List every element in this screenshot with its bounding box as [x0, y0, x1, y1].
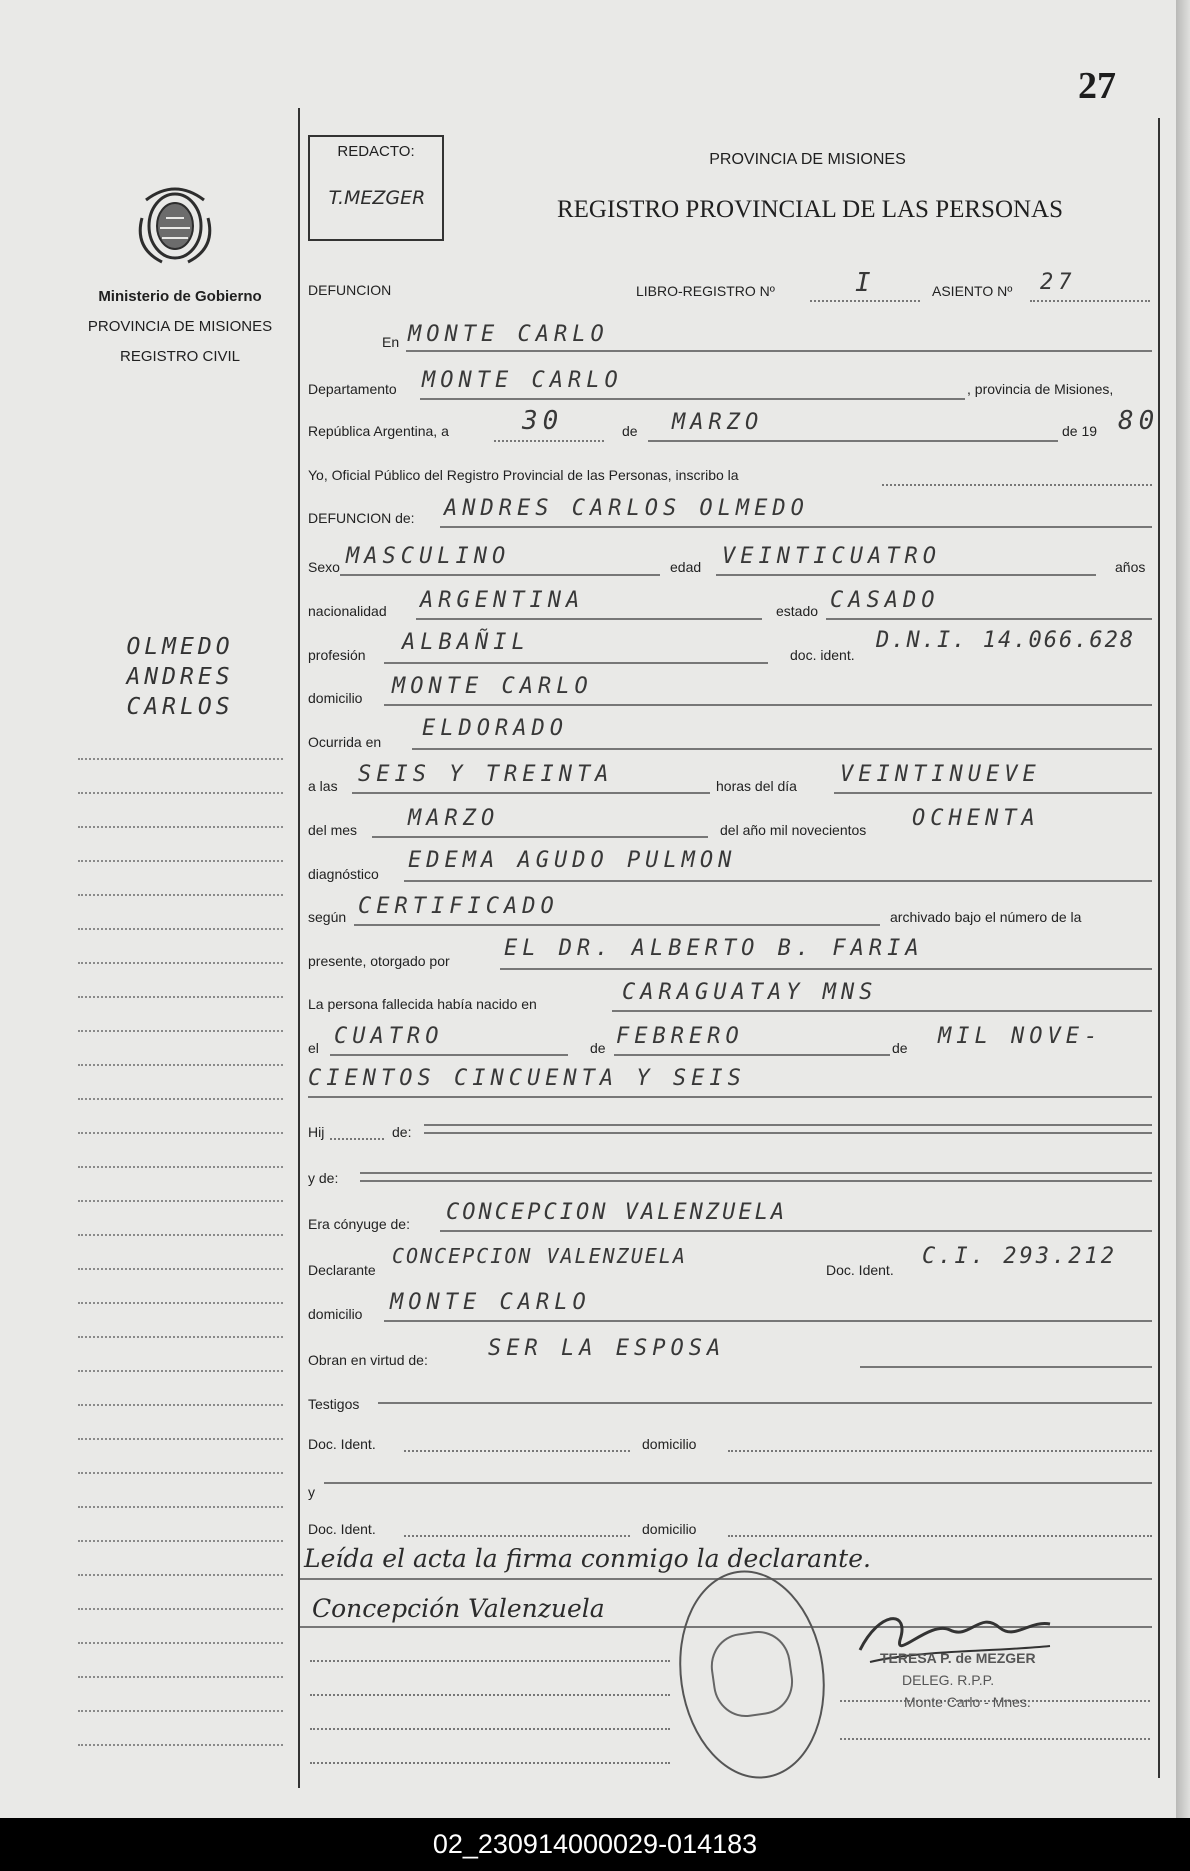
ministry-line2: PROVINCIA DE MISIONES [87, 318, 273, 335]
conyuge-value: CONCEPCION VALENZUELA [446, 1200, 788, 1225]
diagnostico-label: diagnóstico [308, 866, 379, 882]
signer-name: TERESA P. de MEZGER [880, 1650, 1036, 1666]
page-number: 27 [1078, 65, 1116, 107]
conyuge-label: Era cónyuge de: [308, 1216, 410, 1232]
declarant-signature: Concepción Valenzuela [312, 1594, 605, 1623]
asiento-label: ASIENTO Nº [932, 283, 1013, 299]
y-label: y [308, 1484, 315, 1500]
signer-place: Monte Carlo - Mnes. [904, 1694, 1031, 1710]
diagnostico-value: EDEMA AGUDO PULMON [408, 848, 737, 873]
redacto-value: T.MEZGER [328, 187, 426, 209]
el-value: CUATRO [334, 1024, 444, 1049]
libro-label: LIBRO-REGISTRO Nº [636, 283, 775, 299]
margin-given-name-2: CARLOS [126, 694, 234, 720]
testigos-label: Testigos [308, 1396, 360, 1412]
doc-ident-1-label: Doc. Ident. [308, 1436, 376, 1452]
estado-value: CASADO [830, 588, 940, 613]
type-label: DEFUNCION [308, 282, 392, 298]
domicilio-value: MONTE CARLO [392, 674, 593, 699]
edad-label: edad [670, 559, 702, 575]
nac-year-value-1: MIL NOVE- [938, 1024, 1103, 1049]
page-edge [1176, 0, 1190, 1818]
margin-surname: OLMEDO [126, 634, 234, 660]
official-stamp [666, 1561, 838, 1788]
province-crest-icon [132, 178, 218, 268]
declarante-label: Declarante [308, 1262, 376, 1278]
nacido-value: CARAGUATAY MNS [622, 980, 878, 1005]
ocurrida-label: Ocurrida en [308, 734, 382, 750]
profesion-value: ALBAÑIL [402, 630, 530, 655]
y-de-label: y de: [308, 1170, 339, 1186]
en-label: En [382, 334, 400, 350]
nacido-label: La persona fallecida había nacido en [308, 996, 537, 1012]
del-mes-value: MARZO [408, 806, 500, 831]
departamento-label: Departamento [308, 381, 397, 397]
defuncion-de-value: ANDRES CARLOS OLMEDO [444, 496, 809, 521]
margin-given-name-1: ANDRES [126, 664, 234, 690]
anos-label: años [1115, 559, 1146, 575]
horas-value: VEINTINUEVE [840, 762, 1041, 787]
nac-month-value: FEBRERO [616, 1024, 744, 1049]
obran-label: Obran en virtud de: [308, 1352, 428, 1368]
departamento-value: MONTE CARLO [422, 368, 623, 393]
segun-label: según [308, 909, 347, 925]
a-las-label: a las [308, 778, 338, 794]
yo-oficial: Yo, Oficial Público del Registro Provincial de las Personas, inscribo la [308, 467, 739, 483]
republica-label: República Argentina, a [308, 423, 449, 439]
asiento-value: 27 [1040, 270, 1077, 295]
presente-label: presente, otorgado por [308, 953, 450, 969]
domicilio-1-label: domicilio [642, 1436, 697, 1452]
presente-value: EL DR. ALBERTO B. FARIA [504, 936, 924, 961]
segun-value: CERTIFICADO [358, 894, 559, 919]
declarante-value: CONCEPCION VALENZUELA [392, 1244, 687, 1268]
el-label: el [308, 1040, 319, 1056]
ministry-line3: REGISTRO CIVIL [119, 348, 241, 365]
doc-ident-2-label: Doc. Ident. [308, 1521, 376, 1537]
de-label: de [622, 423, 638, 439]
edad-value: VEINTICUATRO [722, 544, 941, 569]
de-label-3: de [892, 1040, 908, 1056]
de-label-2: de [590, 1040, 606, 1056]
doc-ident-value: D.N.I. 14.066.628 [876, 628, 1136, 653]
right-rule [1158, 118, 1160, 1778]
archivado-label: archivado bajo el número de la [890, 909, 1082, 925]
ministry-line1: Ministerio de Gobierno [98, 288, 262, 305]
profesion-label: profesión [308, 647, 366, 663]
de19-label: de 19 [1062, 423, 1098, 439]
del-mes-label: del mes [308, 822, 358, 838]
closing-script: Leída el acta la firma conmigo la declarante. [304, 1544, 871, 1573]
a-las-value: SEIS Y TREINTA [358, 762, 614, 787]
obran-value: SER LA ESPOSA [488, 1336, 726, 1361]
redacto-box [308, 135, 444, 241]
ocurrida-value: ELDORADO [422, 716, 568, 741]
provincia-suffix: , provincia de Misiones, [967, 381, 1114, 397]
sexo-label: Sexo [308, 559, 340, 575]
header-province: PROVINCIA DE MISIONES [709, 151, 906, 168]
domicilio-label: domicilio [308, 690, 363, 706]
del-ano-label: del año mil novecientos [720, 822, 867, 838]
footer-id: 02_230914000029-014183 [0, 1818, 1190, 1871]
en-value: MONTE CARLO [408, 322, 609, 347]
nacionalidad-label: nacionalidad [308, 603, 387, 619]
signer-title: DELEG. R.P.P. [902, 1672, 995, 1688]
year-value: 80 [1118, 406, 1160, 436]
decl-doc-label: Doc. Ident. [826, 1262, 894, 1278]
decl-domicilio-label: domicilio [308, 1306, 363, 1322]
horas-label: horas del día [716, 778, 797, 794]
defuncion-de-label: DEFUNCION de: [308, 510, 415, 526]
decl-domicilio-value: MONTE CARLO [390, 1290, 591, 1315]
hij-label: Hij [308, 1124, 325, 1140]
del-ano-value: OCHENTA [912, 806, 1040, 831]
header-registry: REGISTRO PROVINCIAL DE LAS PERSONAS [556, 196, 1064, 223]
sexo-value: MASCULINO [346, 544, 511, 569]
nac-year-value-2: CIENTOS CINCUENTA Y SEIS [308, 1066, 746, 1091]
day-value: 30 [522, 406, 564, 436]
estado-label: estado [776, 603, 819, 619]
doc-ident-label: doc. ident. [790, 647, 855, 663]
nacionalidad-value: ARGENTINA [420, 588, 585, 613]
month-value: MARZO [672, 410, 764, 435]
hij-de-label: de: [392, 1124, 412, 1140]
domicilio-2-label: domicilio [642, 1521, 697, 1537]
redacto-label: REDACTO: [337, 143, 415, 160]
libro-value: I [855, 268, 876, 298]
decl-doc-value: C.I. 293.212 [922, 1244, 1117, 1269]
